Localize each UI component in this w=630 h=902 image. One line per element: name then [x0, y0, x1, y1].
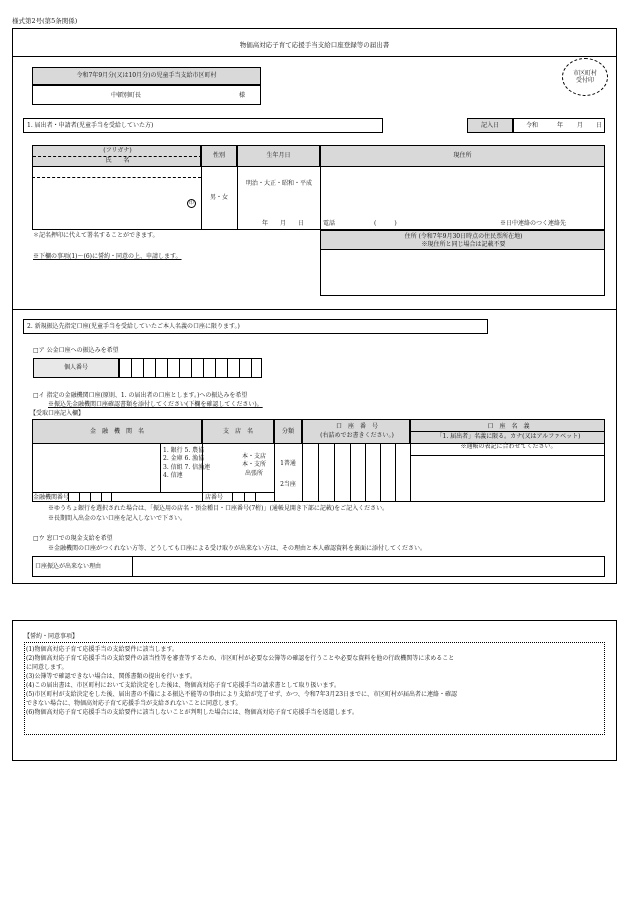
pledge-item: (5)市区町村が支給決定をした後、届出書の不備による振込不能等の事由により支給が完了せず、かつ、令和7年3月23日までに、市区町村が届出者に連絡・確認 — [26, 691, 458, 698]
receiving-header: 【受取口座記入欄】 — [30, 410, 85, 417]
birthdate-ymd: 年 月 日 — [262, 220, 305, 227]
branch-type-1: 本・支店 — [241, 453, 266, 460]
no-transfer-reason-input[interactable] — [133, 557, 604, 576]
entry-date-field[interactable] — [513, 118, 605, 133]
yucho-note: ※ゆうちょ銀行を選択された場合は、「振込用の店名・預金種目・口座番号(7桁)」(通帳見開き下部に記載)をご記入ください。 — [48, 505, 389, 512]
phone-parens: ( ) — [374, 220, 397, 227]
pledge-item: (4)この届出書は、市区町村において支給決定をした後は、物価高対応子育て応援手当の請求書として取り扱います。 — [26, 682, 341, 689]
sign-note: ＊記名押印に代えて署名することができます。 — [33, 232, 159, 239]
pledge-items-box — [24, 642, 605, 735]
account-name-notes — [410, 431, 605, 456]
bank-type-1: 1. 銀行 5. 農協 — [163, 447, 205, 454]
pledge-item: に同意します。 — [26, 664, 68, 671]
phone-label: 電話 — [323, 220, 336, 227]
month-unit: 月 — [577, 122, 584, 129]
pledge-item: (2)物価高対応子育て応援手当の支給要件の該当性等を審査等するため、市区町村が必要な公簿等の確認を行うことや必要な資料を他の行政機関等に求めること — [26, 655, 455, 662]
entry-date-label: 記入日 — [467, 118, 513, 133]
day-unit: 日 — [596, 122, 603, 129]
branch-type-2: 本・支所 — [241, 461, 266, 469]
personal-number-label: 個人番号 — [33, 358, 119, 378]
reception-stamp-area — [562, 58, 608, 96]
name-header — [32, 145, 201, 167]
pledge-item: できない場合に、物価高対応子育て応援手当が支給されないことに同意します。 — [26, 700, 242, 707]
option-u[interactable]: □ウ 窓口での現金支給を希望 — [33, 535, 113, 542]
bank-number-label: 金融機関番号 — [33, 494, 70, 501]
option-a[interactable]: □ア 公金口座への振込みを希望 — [33, 347, 119, 354]
form-title: 物価高対応子育て応援手当支給口座登録等の届出書 — [239, 41, 390, 49]
section2-title: 2. 新規振込先指定口座(児童手当を受給していたご本人名義の口座に限ります。) — [27, 323, 240, 330]
bank-name-input[interactable] — [33, 445, 159, 491]
year-unit: 年 — [557, 122, 564, 129]
account-number-input[interactable] — [303, 445, 409, 501]
gender-options[interactable]: 男・女 — [209, 194, 228, 201]
pledge-item: (6)物価高対応子育て応援手当の支給要件に該当しないことが判明した場合には、物価高対応子育て応援手当を返還します。 — [26, 709, 359, 716]
option-u-note: ※金融機関の口座がつくれない方等、どうしても口座による受け取りが出来ない方は、その理由と本人確認資料を裏面に添付してください。 — [48, 545, 427, 552]
branch-type-options[interactable] — [232, 453, 276, 478]
addressee-header: 令和7年9月分(又は10月分)の児童手当支給市区町村 — [32, 67, 261, 85]
section1-title: 1. 届出者・申請者(児童手当を受給していた方) — [27, 122, 154, 129]
account-number-label: 口 座 番 号 — [335, 423, 378, 430]
name-label: 氏 名 — [105, 157, 130, 164]
residence-label: 住所 (令和7年9月30日時点の住民票所在地) — [404, 233, 523, 240]
honorific: 様 — [239, 92, 246, 99]
category-1[interactable]: 1普通 — [280, 460, 296, 467]
address-input[interactable] — [321, 168, 604, 217]
branch-header: 支 店 名 — [202, 419, 274, 444]
bank-type-2: 2. 金庫 6. 漁協 — [163, 455, 205, 463]
pledge-title: 【誓約・同意事項】 — [24, 633, 79, 640]
account-name-label: 口 座 名 義 — [487, 423, 530, 430]
section2-title-box — [23, 319, 488, 334]
birthdate-header: 生年月日 — [237, 145, 320, 167]
pledge-note: ※下欄の事項(1)～(6)に誓約・同意の上、申請します。 — [33, 253, 182, 260]
option-i-note: ※振込先金融機関口座確認書類を添付してください(下欄を確認してください)。 — [48, 401, 263, 408]
residence-note: ※現住所と同じ場合は記載不要 — [421, 241, 506, 248]
bank-name-header: 金 融 機 関 名 — [32, 419, 202, 444]
account-name-note2: ※通帳の表記に合わせてください。 — [460, 443, 557, 450]
bank-number-input[interactable] — [68, 492, 112, 502]
account-name-note1: 「1. 届出者」名義に限る。カナ(又はアルファベット) — [436, 433, 581, 440]
address-header: 現住所 — [320, 145, 605, 167]
seal-mark: 印 — [188, 200, 194, 207]
no-transfer-box — [32, 556, 605, 577]
account-number-note: (右詰めでお書きください。) — [320, 432, 394, 439]
bank-type-4: 4. 信連 — [163, 472, 183, 480]
pledge-item: (1)物価高対応子育て応援手当の支給要件に該当します。 — [26, 646, 179, 653]
form-number: 様式第2号(第5条関係) — [12, 17, 78, 25]
personal-number-input[interactable] — [119, 358, 262, 378]
addressee-box — [32, 85, 261, 105]
era-options[interactable]: 明治・大正・昭和・平成 — [245, 180, 312, 187]
gender-header: 性別 — [201, 145, 237, 167]
mayor-name: 中頓別町長 — [111, 92, 142, 99]
branch-type-3: 出張所 — [244, 469, 263, 477]
account-number-header — [302, 419, 410, 444]
branch-number-label: 店番号 — [205, 494, 224, 501]
era-label: 令和 — [526, 122, 539, 129]
section1-title-box — [23, 118, 383, 133]
phone-note: ※日中連絡のつく連絡先 — [500, 220, 567, 227]
name-input[interactable] — [33, 168, 200, 229]
furigana-label: (フリガナ) — [103, 147, 132, 154]
stamp-label-2: 受付印 — [575, 77, 594, 84]
category-header: 分類 — [274, 419, 302, 444]
branch-number-input[interactable] — [232, 492, 265, 502]
category-2[interactable]: 2当座 — [280, 481, 296, 488]
account-name-input[interactable] — [411, 457, 604, 501]
inactive-note: ※長期間入出金のない口座を記入しないで下さい。 — [48, 515, 187, 522]
option-i[interactable]: □イ 指定の金融機関口座(原則、1. の届出者の口座とします。)への振込みを希望 — [33, 392, 248, 399]
residence-header — [320, 230, 605, 250]
pledge-item: (3)公簿等で確認できない場合は、関係書類の提出を行います。 — [26, 673, 197, 680]
stamp-label-1: 市区町村 — [572, 69, 597, 77]
no-transfer-label: 口座振込が出来ない理由 — [35, 563, 102, 570]
bank-type-3: 3. 信組 7. 信漁連 — [163, 463, 211, 471]
